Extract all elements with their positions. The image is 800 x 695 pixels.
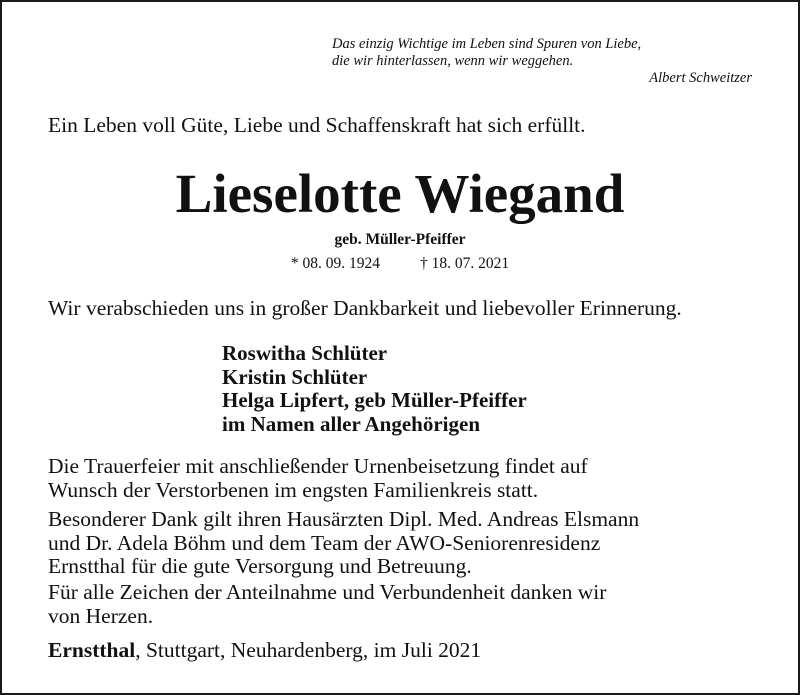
paragraph-line: von Herzen.: [48, 603, 154, 628]
mourner-name: Kristin Schlüter: [222, 364, 368, 389]
paragraph-line: Die Trauerfeier mit anschließender Urnenbeisetzung findet auf: [48, 454, 588, 478]
place-and-date: [48, 638, 481, 662]
funeral-paragraph: [48, 455, 588, 502]
life-dates: [2, 254, 798, 274]
death-date: † 18. 07. 2021: [420, 255, 510, 272]
birth-date: * 08. 09. 1924: [290, 255, 380, 272]
quote-line-1: Das einzig Wichtige im Leben sind Spuren von Liebe,: [332, 36, 642, 52]
farewell-sentence: Wir verabschieden uns in großer Dankbarkeit und liebevoller Erinnerung.: [48, 296, 682, 320]
mourner-name: Roswitha Schlüter: [222, 341, 388, 365]
thanks-all-paragraph: [48, 581, 606, 628]
mourners-note: im Namen aller Angehörigen: [222, 411, 481, 436]
paragraph-line: Für alle Zeichen der Anteilnahme und Verbundenheit danken wir: [48, 580, 607, 604]
thanks-doctors-paragraph: [48, 508, 639, 579]
birth-name: geb. Müller-Pfeiffer: [334, 231, 466, 248]
paragraph-line: Ernstthal für die gute Versorgung und Betreuung.: [48, 554, 472, 578]
memorial-quote: [332, 36, 752, 87]
intro-sentence: Ein Leben voll Güte, Liebe und Schaffenskraft hat sich erfüllt.: [48, 113, 586, 137]
quote-line-2: die wir hinterlassen, wenn wir weggehen.: [332, 53, 574, 69]
quote-author: Albert Schweitzer: [649, 70, 752, 86]
closing-rest: , Stuttgart, Neuhardenberg, im Juli 2021: [135, 638, 482, 662]
deceased-name: Lieselotte Wiegand: [175, 163, 625, 224]
closing-place: Ernstthal: [48, 638, 136, 662]
mourners-list: [222, 342, 527, 436]
paragraph-line: Wunsch der Verstorbenen im engsten Familienkreis statt.: [48, 477, 539, 502]
paragraph-line: Besonderer Dank gilt ihren Hausärzten Dipl. Med. Andreas Elsmann: [48, 507, 640, 531]
paragraph-line: und Dr. Adela Böhm und dem Team der AWO-Seniorenresidenz: [48, 530, 601, 555]
mourner-name: Helga Lipfert, geb Müller-Pfeiffer: [222, 388, 527, 412]
